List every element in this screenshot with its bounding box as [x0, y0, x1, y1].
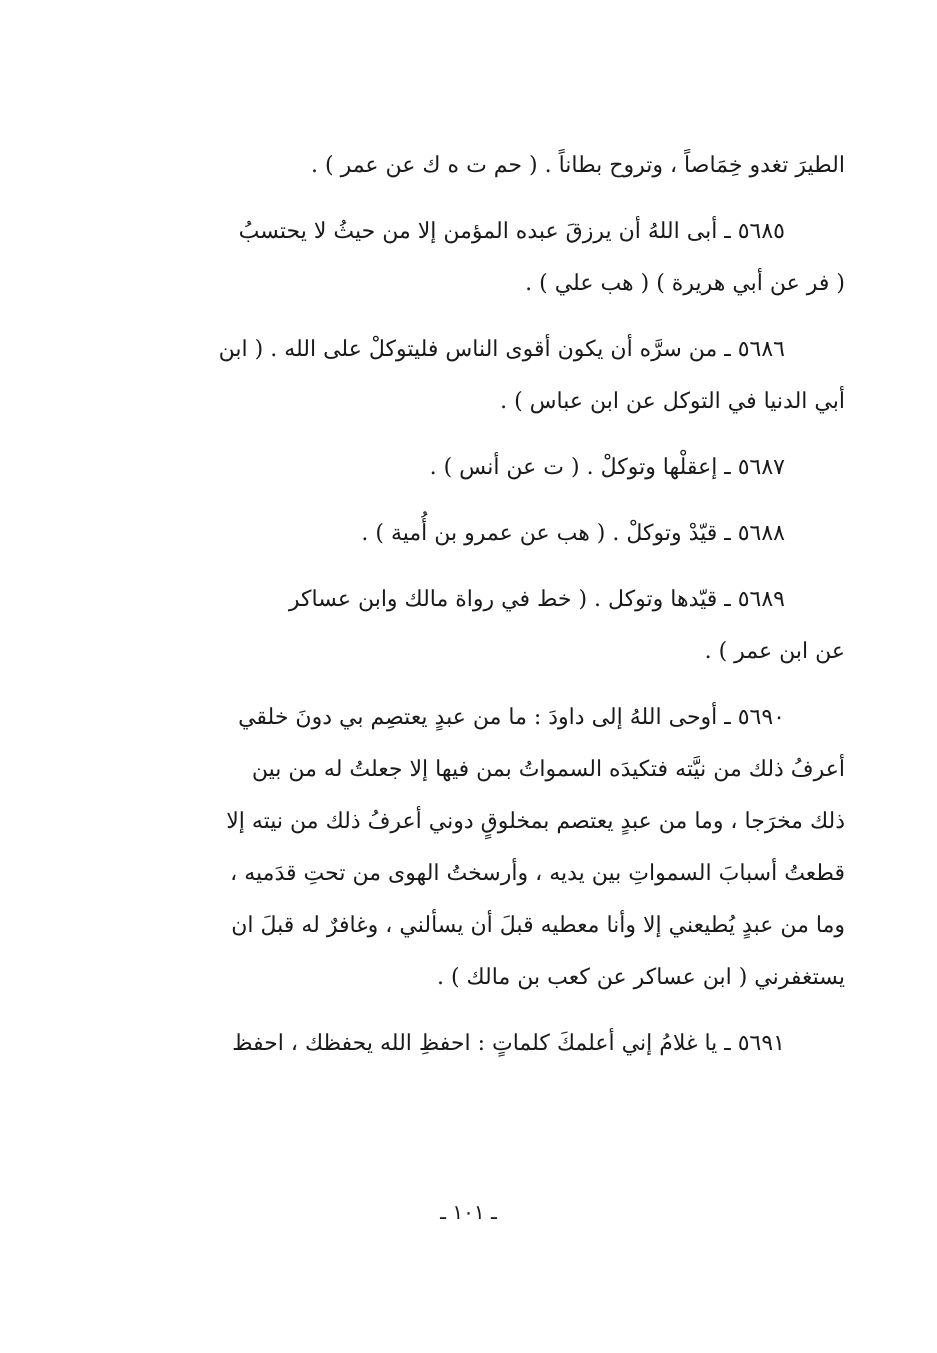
text-line: ٥٦٩٠ ـ أوحى اللهُ إلى داودَ : ما من عبدٍ يعتصِم بي دونَ خلقي	[238, 705, 785, 730]
hadith-5689	[150, 574, 845, 678]
hadith-5688	[150, 508, 845, 560]
hadith-5685	[150, 206, 845, 310]
text-line: أعرفُ ذلك من نيَّته فتكيدَه السمواتُ بمن فيها إلا جعلتُ له من بين	[251, 757, 845, 782]
text-line: أبي الدنيا في التوكل عن ابن عباس ) .	[500, 389, 845, 414]
text-line: يستغفرني ( ابن عساكر عن كعب بن مالك ) .	[436, 965, 845, 990]
text-line: ذلك مخرَجا ، وما من عبدٍ يعتصم بمخلوقٍ دوني أعرفُ ذلك من نيته إلا	[226, 809, 845, 834]
text-line: ٥٦٨٧ ـ إعقلْها وتوكلْ . ( ت عن أنس ) .	[429, 455, 785, 480]
hadith-5690	[150, 692, 845, 1004]
page-body	[150, 140, 845, 1084]
text-line: عن ابن عمر ) .	[704, 639, 845, 664]
text-line: ٥٦٨٥ ـ أبى اللهُ أن يرزقَ عبده المؤمن إلا من حيثُ لا يحتسبُ	[238, 219, 785, 244]
text-line: ٥٦٨٨ ـ قيّدْ وتوكلْ . ( هب عن عمرو بن أُمية ) .	[361, 521, 785, 546]
text-line: ٥٦٩١ ـ يا غلامُ إني أعلمكَ كلماتٍ : احفظِ الله يحفظك ، احفظ	[232, 1031, 785, 1056]
hadith-5687	[150, 442, 845, 494]
text-line: ٥٦٨٦ ـ من سرَّه أن يكون أقوى الناس فليتوكلْ على الله . ( ابن	[218, 337, 785, 362]
text-line: الطيرَ تغدو خِمَاصاً ، وتروح بطاناً . ( حم ت ه ك عن عمر ) .	[311, 153, 845, 178]
text-line: وما من عبدٍ يُطيعني إلا وأنا معطيه قبلَ أن يسألني ، وغافرٌ له قبلَ ان	[231, 913, 845, 938]
text-line: قطعتُ أسبابَ السمواتِ بين يديه ، وأرسختُ الهوى من تحتِ قدَميه ،	[230, 861, 845, 886]
text-line: ٥٦٨٩ ـ قيّدها وتوكل . ( خط في رواة مالك وابن عساكر	[288, 587, 785, 612]
hadith-5691	[150, 1018, 845, 1070]
hadith-5686	[150, 324, 845, 428]
text-line: ( فر عن أبي هريرة ) ( هب علي ) .	[525, 271, 845, 296]
page-number: ـ ١٠١ ـ	[440, 1200, 497, 1224]
paragraph-continuation	[150, 140, 845, 192]
